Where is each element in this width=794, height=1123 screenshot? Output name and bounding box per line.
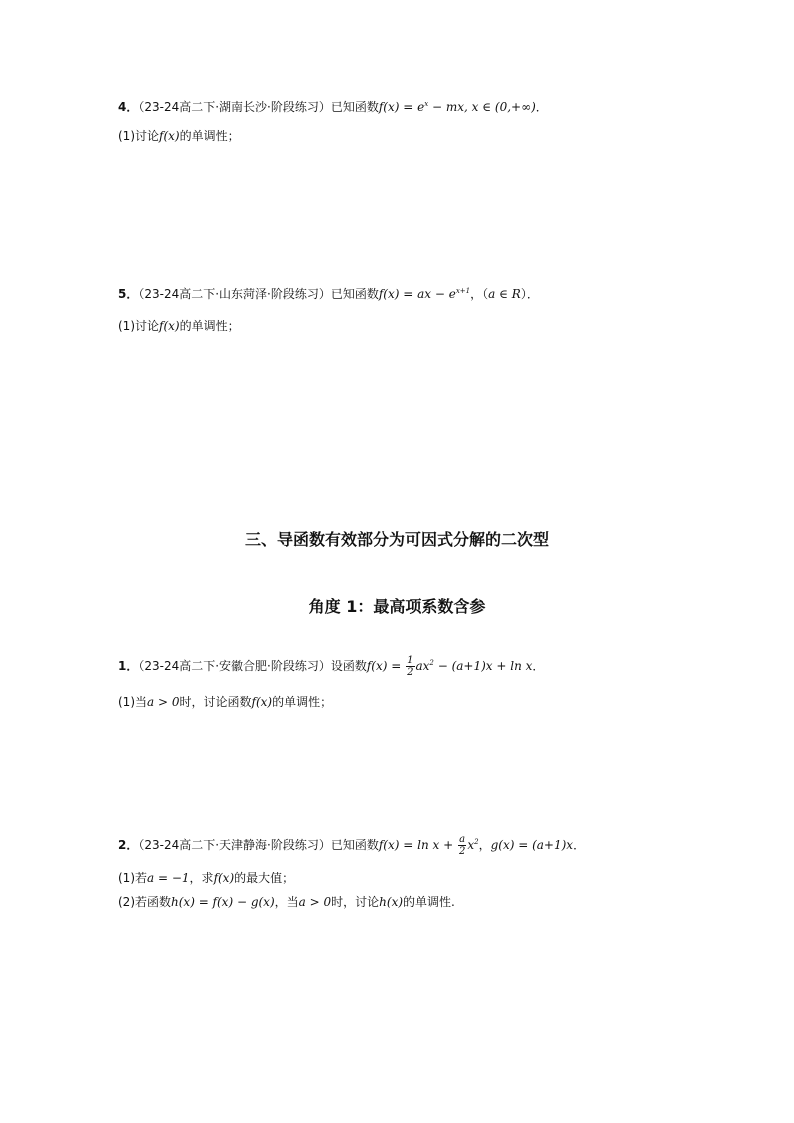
problem-5-statement — [118, 286, 539, 302]
function-definition: $f(x) = e^x$ − mx, x ∈ (0,+∞) — [378, 100, 536, 114]
problem-5-part-1 — [118, 318, 240, 334]
function-definition: f(x) = ln x + $\frac{a}{2}$ $x^2$ — [378, 834, 479, 857]
problem-2-part-2 — [118, 894, 455, 910]
problem-source: （23-24高二下·山东菏泽·阶段练习）已知函数 — [138, 287, 379, 301]
part-label: (2) — [118, 895, 135, 909]
part-text: 讨论 — [135, 129, 160, 143]
math-expression: a = −1 — [147, 871, 190, 885]
problem-number: 5． — [118, 287, 139, 301]
problem-number: 4． — [118, 100, 139, 114]
part-text: ，当 — [274, 895, 299, 909]
section-title: 三、导函数有效部分为可因式分解的二次型 — [244, 530, 549, 549]
part-text: 的单调性； — [179, 319, 240, 333]
part-text: 时，讨论 — [331, 895, 380, 909]
problem-4-part-1 — [118, 128, 240, 144]
fraction: $\frac{a}{2}$ — [458, 834, 466, 857]
punctuation: ）． — [520, 287, 539, 301]
punctuation: ． — [535, 100, 548, 114]
punctuation: ． — [532, 659, 545, 673]
function-definition: f(x) = ax − $e^{x+1}$ — [378, 287, 471, 301]
fraction: $\frac{1}{2}$ — [407, 655, 414, 678]
punctuation: ， — [478, 838, 491, 852]
math-expression: f(x) — [251, 695, 273, 709]
part-text: 的单调性. — [403, 895, 455, 909]
part-label: (1) — [118, 319, 135, 333]
part-text: 若 — [135, 871, 148, 885]
problem-4-statement — [118, 99, 548, 115]
math-expression: a > 0 — [298, 895, 332, 909]
part-label: (1) — [118, 695, 135, 709]
part-text: 若函数 — [135, 895, 172, 909]
math-expression: h(x) = f(x) − g(x) — [171, 895, 275, 909]
math-expression: f(x) — [159, 319, 180, 333]
math-expression: f(x) — [213, 871, 235, 885]
problem-2-statement — [118, 834, 585, 857]
problem-number: 2． — [118, 838, 139, 852]
problem-source: （23-24高二下·安徽合肥·阶段练习）设函数 — [138, 659, 367, 673]
problem-1-statement — [118, 655, 544, 678]
math-expression: h(x) — [379, 895, 404, 909]
part-text: 的单调性； — [179, 129, 240, 143]
part-text: 的最大值； — [234, 871, 295, 885]
punctuation: ，（ — [470, 287, 489, 301]
part-text: 讨论 — [135, 319, 160, 333]
problem-source: （23-24高二下·天津静海·阶段练习）已知函数 — [138, 838, 379, 852]
subsection-title: 角度 1：最高项系数含参 — [308, 597, 486, 616]
part-text: 时，讨论函数 — [179, 695, 252, 709]
function-definition: f(x) = $\frac{1}{2}$ $ax^2 - (a+1)x + \ln x$ — [366, 655, 533, 678]
part-text: ，求 — [189, 871, 214, 885]
problem-source: （23-24高二下·湖南长沙·阶段练习）已知函数 — [138, 100, 379, 114]
problem-2-part-1 — [118, 870, 294, 886]
g-function-definition: g(x) = (a+1)x — [490, 838, 574, 852]
condition-expression: a ∈ R — [488, 287, 521, 301]
part-text: 当 — [135, 695, 148, 709]
part-label: (1) — [118, 129, 135, 143]
punctuation: ． — [573, 838, 586, 852]
problem-1-part-1 — [118, 694, 332, 710]
part-text: 的单调性； — [272, 695, 333, 709]
math-expression: f(x) — [159, 129, 180, 143]
problem-number: 1． — [118, 659, 139, 673]
part-label: (1) — [118, 871, 135, 885]
math-expression: a > 0 — [147, 695, 180, 709]
